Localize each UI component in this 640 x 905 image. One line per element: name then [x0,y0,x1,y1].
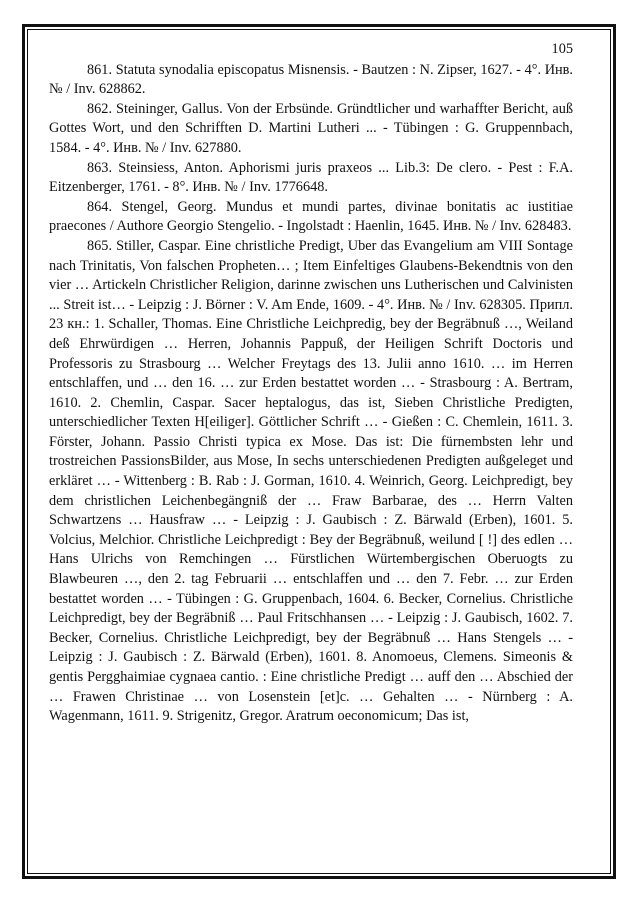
catalog-entry [49,198,573,237]
catalog-entry [49,61,573,100]
entry-text: Stengel, Georg. Mundus et mundi partes, divinae bonitatis ac iustitiae praecones / Authore Georgio Stengelio. - Ingolstadt : Haenlin, 1645. Инв. № / Inv. 628483. [49,198,574,235]
entry-number: 862. [87,100,113,117]
entry-number: 861. [87,61,113,78]
entry-number: 863. [87,159,113,176]
entry-text: Steininger, Gallus. Von der Erbsünde. Gründtlicher und warhaffter Bericht, auß Gottes Wort, und den Schrifften D. Martini Lutheri ... - Tübingen : G. Gruppennbach, 1584. - 4°. Инв. № / Inv. 627880. [49,100,573,156]
entry-text: Statuta synodalia episcopatus Misnensis. - Bautzen : N. Zipser, 1627. - 4°. Инв. № / Inv. 628862. [49,61,573,98]
entry-number: 864. [87,198,113,215]
page-number: 105 [551,41,573,57]
entry-text: Steinsiess, Anton. Aphorismi juris praxeos ... Lib.3: De clero. - Pest : F.A. Eitzenberger, 1761. - 8°. Инв. № / Inv. 1776648. [49,159,574,196]
catalog-page [49,40,573,727]
catalog-entry [49,237,573,727]
catalog-entry [49,100,573,159]
catalog-entry [49,159,573,198]
entry-number: 865. [87,237,113,254]
entry-text: Stiller, Caspar. Eine christliche Predigt, Uber das Evangelium am VIII Sontage nach Trinitatis, Von falschen Propheten… ; Item Einfeltiges Glaubens-Bekendtnis von den vier … Artickeln Christlicher Religion, darinne zwischen uns Lutherischen und Calvinisten ... Streit ist… - Leipzig : J. Börner : V. Am Ende, 1609. - 4°. Инв. № / Inv. 628305. Припл. 23 кн.: 1. Schaller, Thomas. Eine Christliche Leichpredig, bey der Begräbnuß …, Weiland deß Ehrwürdigen … Herren, Johannis Pappuß, der Heiligen Schrift Doctoris und Professoris zu Strasbourg … Welcher Freytags des 13. Julii anno 1610. … im Herren entschlaffen, und … den 16. … zur Erden bestattet worden … - Strasbourg : A. Bertram, 1610. 2. Chemlin, Caspar. Sacer heptalogus, das ist, Sieben Christliche Predigten, unterschiedlicher Texten H[eiliger]. Göttlicher Schrift … - Gießen : C. Chemlein, 1611. 3. Förster, Johann. Passio Christi typica ex Mose. Das ist: Die fürnembsten lehr und trostreichen PassionsBilder, aus Mose, In sechs unterschiedenen Predigten außgeleget und erkläret … - Wittenberg : B. Rab : J. Gorman, 1610. 4. Weinrich, Georg. Leichpredigt, bey dem christlichen Leichenbegängniß der … Fraw Barbarae, des … Herrn Valten Schwartzens … Hausfraw … - Leipzig : J. Gaubisch : Z. Bärwald (Erben), 1601. 5. Volcius, Melchior. Christliche Leichpredigt : Bey der Begräbnuß, weilund [ !] des edlen … Hans Ulrichs von Remchingen … Fürstlichen Würtembergischen Oberuogts zu Blawbeuren …, den 2. tag Februarii … entschlaffen und … den 7. Febr. … zur Erden bestattet worden … - Tübingen : G. Gruppenbach, 1604. 6. Becker, Cornelius. Christliche Leichpredigt, bey der Begräbniß … Paul Fritschhansen … - Leipzig : J. Gaubisch, 1602. 7. Becker, Cornelius. Christliche Leichpredigt, bey der Begräbnuß … Hans Stengels … - Leipzig : J. Gaubisch : Z. Bärwald (Erben), 1601. 8. Anomoeus, Clemens. Simeonis & gentis Pergghaimiae cygnaea cantio. : Eine christliche Predigt … auff den … Abschied der … Frawen Christinae … von Losenstein [et]c. … Gehalten … - Nürnberg : A. Wagenmann, 1611. 9. Strigenitz, Gregor. Aratrum oeconomicum; Das ist, [49,237,573,725]
